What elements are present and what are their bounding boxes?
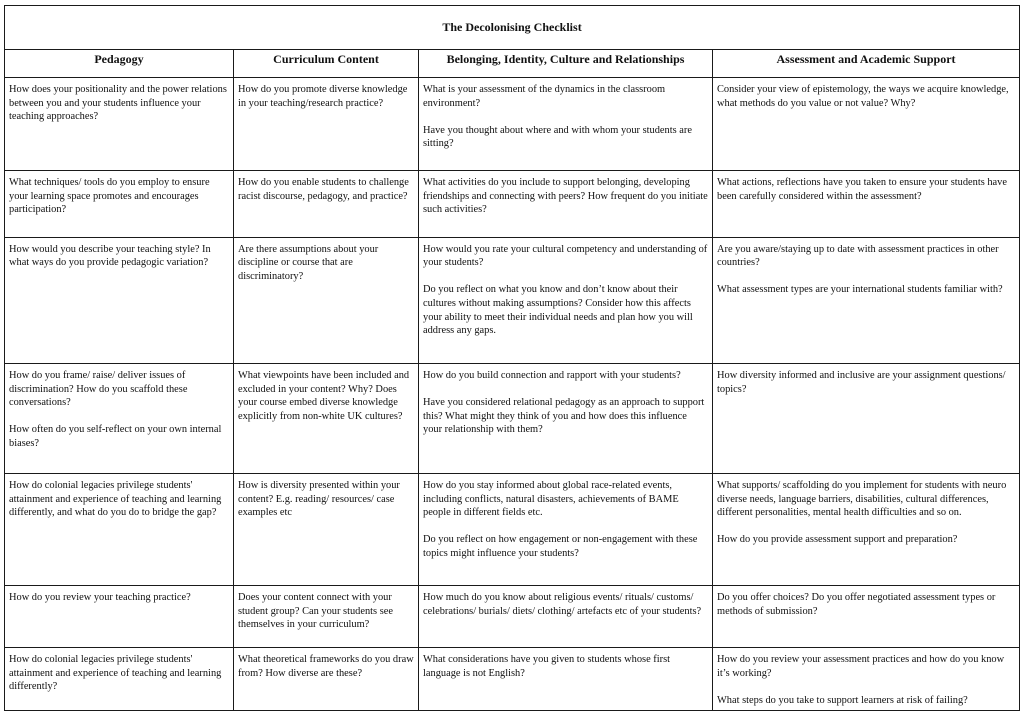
cell-assessment bbox=[713, 647, 1020, 710]
cell-assessment bbox=[713, 78, 1020, 171]
question-text: How much do you know about religious events/ rituals/ customs/ celebrations/ burials/ diets/ clothing/ artefacts etc of your students? bbox=[423, 592, 702, 617]
question-text: Does your content connect with your student group? Can your students see themselves in your curriculum? bbox=[238, 592, 393, 631]
cell-pedagogy bbox=[5, 363, 234, 473]
question-text: How diversity informed and inclusive are your assignment questions/ topics? bbox=[717, 369, 1006, 395]
cell-curriculum-content bbox=[234, 474, 419, 586]
cell-pedagogy bbox=[5, 647, 234, 710]
question-text: How often do you self-reflect on your own internal biases? bbox=[9, 424, 222, 449]
title-row bbox=[5, 6, 1020, 50]
cell-curriculum-content bbox=[234, 647, 419, 710]
cell-belonging bbox=[419, 647, 713, 710]
table-row bbox=[5, 170, 1020, 237]
table-row bbox=[5, 647, 1020, 710]
question-text: What activities do you include to support belonging, developing friendships and connecting with peers? How frequent do you initiate such activities? bbox=[423, 176, 708, 216]
cell-pedagogy bbox=[5, 78, 234, 171]
question-text: Do you reflect on what you know and don’t know about their cultures without making assumptions? Consider how this affects your ability to meet their individual needs and plan how you will address any gaps. bbox=[423, 284, 693, 337]
cell-belonging bbox=[419, 474, 713, 586]
question-text: Have you considered relational pedagogy as an approach to support this? What might they think of you and how does this influence your relationship with them? bbox=[423, 397, 705, 436]
question-text: How do colonial legacies privilege students' attainment and experience of teaching and learning differently? bbox=[9, 653, 222, 693]
cell-belonging bbox=[419, 363, 713, 473]
question-text: How do you provide assessment support and preparation? bbox=[717, 534, 958, 546]
cell-curriculum-content bbox=[234, 363, 419, 473]
cell-curriculum-content bbox=[234, 78, 419, 171]
question-text: What assessment types are your international students familiar with? bbox=[717, 284, 1003, 296]
question-text: Consider your view of epistemology, the ways we acquire knowledge, what methods do you value or not value? Why? bbox=[717, 84, 1009, 109]
question-text: Do you reflect on how engagement or non-engagement with these topics might influence your students? bbox=[423, 534, 698, 560]
column-header-curriculum-content: Curriculum Content bbox=[234, 50, 419, 78]
table-row bbox=[5, 363, 1020, 473]
question-text: How do you stay informed about global race-related events, including conflicts, natural disasters, achievements of BAME people in different fields etc. bbox=[423, 480, 679, 519]
question-text: How would you rate your cultural competency and understanding of your students? bbox=[423, 243, 708, 269]
question-text: How would you describe your teaching style? In what ways do you provide pedagogic variation? bbox=[9, 243, 211, 269]
table-row bbox=[5, 474, 1020, 586]
question-text: What techniques/ tools do you employ to ensure your learning space promotes and encourages participation? bbox=[9, 176, 210, 216]
cell-assessment bbox=[713, 363, 1020, 473]
cell-pedagogy bbox=[5, 237, 234, 363]
question-text: How do you build connection and rapport with your students? bbox=[423, 369, 681, 381]
question-text: How do colonial legacies privilege students' attainment and experience of teaching and learning differently, and what do you do to bridge the gap? bbox=[9, 480, 222, 519]
cell-curriculum-content bbox=[234, 237, 419, 363]
column-header-assessment: Assessment and Academic Support bbox=[713, 50, 1020, 78]
question-text: How do you review your assessment practices and how do you know it’s working? bbox=[717, 653, 1005, 679]
question-text: How do you promote diverse knowledge in your teaching/research practice? bbox=[238, 84, 408, 109]
question-text: What considerations have you given to students whose first language is not English? bbox=[423, 653, 671, 679]
question-text: What is your assessment of the dynamics in the classroom environment? bbox=[423, 84, 666, 109]
table-title: The Decolonising Checklist bbox=[5, 6, 1020, 50]
table-row bbox=[5, 586, 1020, 648]
cell-pedagogy bbox=[5, 586, 234, 648]
cell-belonging bbox=[419, 170, 713, 237]
question-text: What actions, reflections have you taken to ensure your students have been carefully considered within the assessment? bbox=[717, 176, 1007, 202]
cell-assessment bbox=[713, 170, 1020, 237]
question-text: How do you review your teaching practice? bbox=[9, 592, 191, 604]
cell-belonging bbox=[419, 237, 713, 363]
column-header-pedagogy: Pedagogy bbox=[5, 50, 234, 78]
cell-pedagogy bbox=[5, 170, 234, 237]
cell-curriculum-content bbox=[234, 170, 419, 237]
table-row bbox=[5, 237, 1020, 363]
cell-pedagogy bbox=[5, 474, 234, 586]
question-text: What steps do you take to support learners at risk of failing? bbox=[717, 694, 968, 706]
checklist-table bbox=[4, 5, 1020, 711]
question-text: How does your positionality and the power relations between you and your students influence your teaching approaches? bbox=[9, 84, 227, 123]
cell-assessment bbox=[713, 237, 1020, 363]
table-row bbox=[5, 78, 1020, 171]
question-text: How do you enable students to challenge racist discourse, pedagogy, and practice? bbox=[238, 176, 409, 202]
question-text: What theoretical frameworks do you draw from? How diverse are these? bbox=[238, 653, 414, 679]
question-text: Are there assumptions about your discipline or course that are discriminatory? bbox=[238, 243, 379, 282]
cell-assessment bbox=[713, 474, 1020, 586]
cell-curriculum-content bbox=[234, 586, 419, 648]
question-text: What supports/ scaffolding do you implement for students with neuro diverse needs, language barriers, disabilities, cultural differences, different personalities, mental health difficulties and so on. bbox=[717, 480, 1007, 519]
checklist-document bbox=[4, 5, 1019, 711]
column-header-belonging: Belonging, Identity, Culture and Relationships bbox=[419, 50, 713, 78]
question-text: Do you offer choices? Do you offer negotiated assessment types or methods of submission? bbox=[717, 592, 996, 617]
question-text: What viewpoints have been included and excluded in your content? Why? Does your course embed diverse knowledge explicitly from non-white UK cultures? bbox=[238, 369, 410, 422]
question-text: How is diversity presented within your content? E.g. reading/ resources/ case examples etc bbox=[238, 480, 400, 519]
question-text: How do you frame/ raise/ deliver issues of discrimination? How do you scaffold these conversations? bbox=[9, 369, 188, 409]
question-text: Are you aware/staying up to date with assessment practices in other countries? bbox=[717, 243, 999, 269]
cell-assessment bbox=[713, 586, 1020, 648]
question-text: Have you thought about where and with whom your students are sitting? bbox=[423, 124, 692, 150]
header-row bbox=[5, 50, 1020, 78]
cell-belonging bbox=[419, 78, 713, 171]
cell-belonging bbox=[419, 586, 713, 648]
